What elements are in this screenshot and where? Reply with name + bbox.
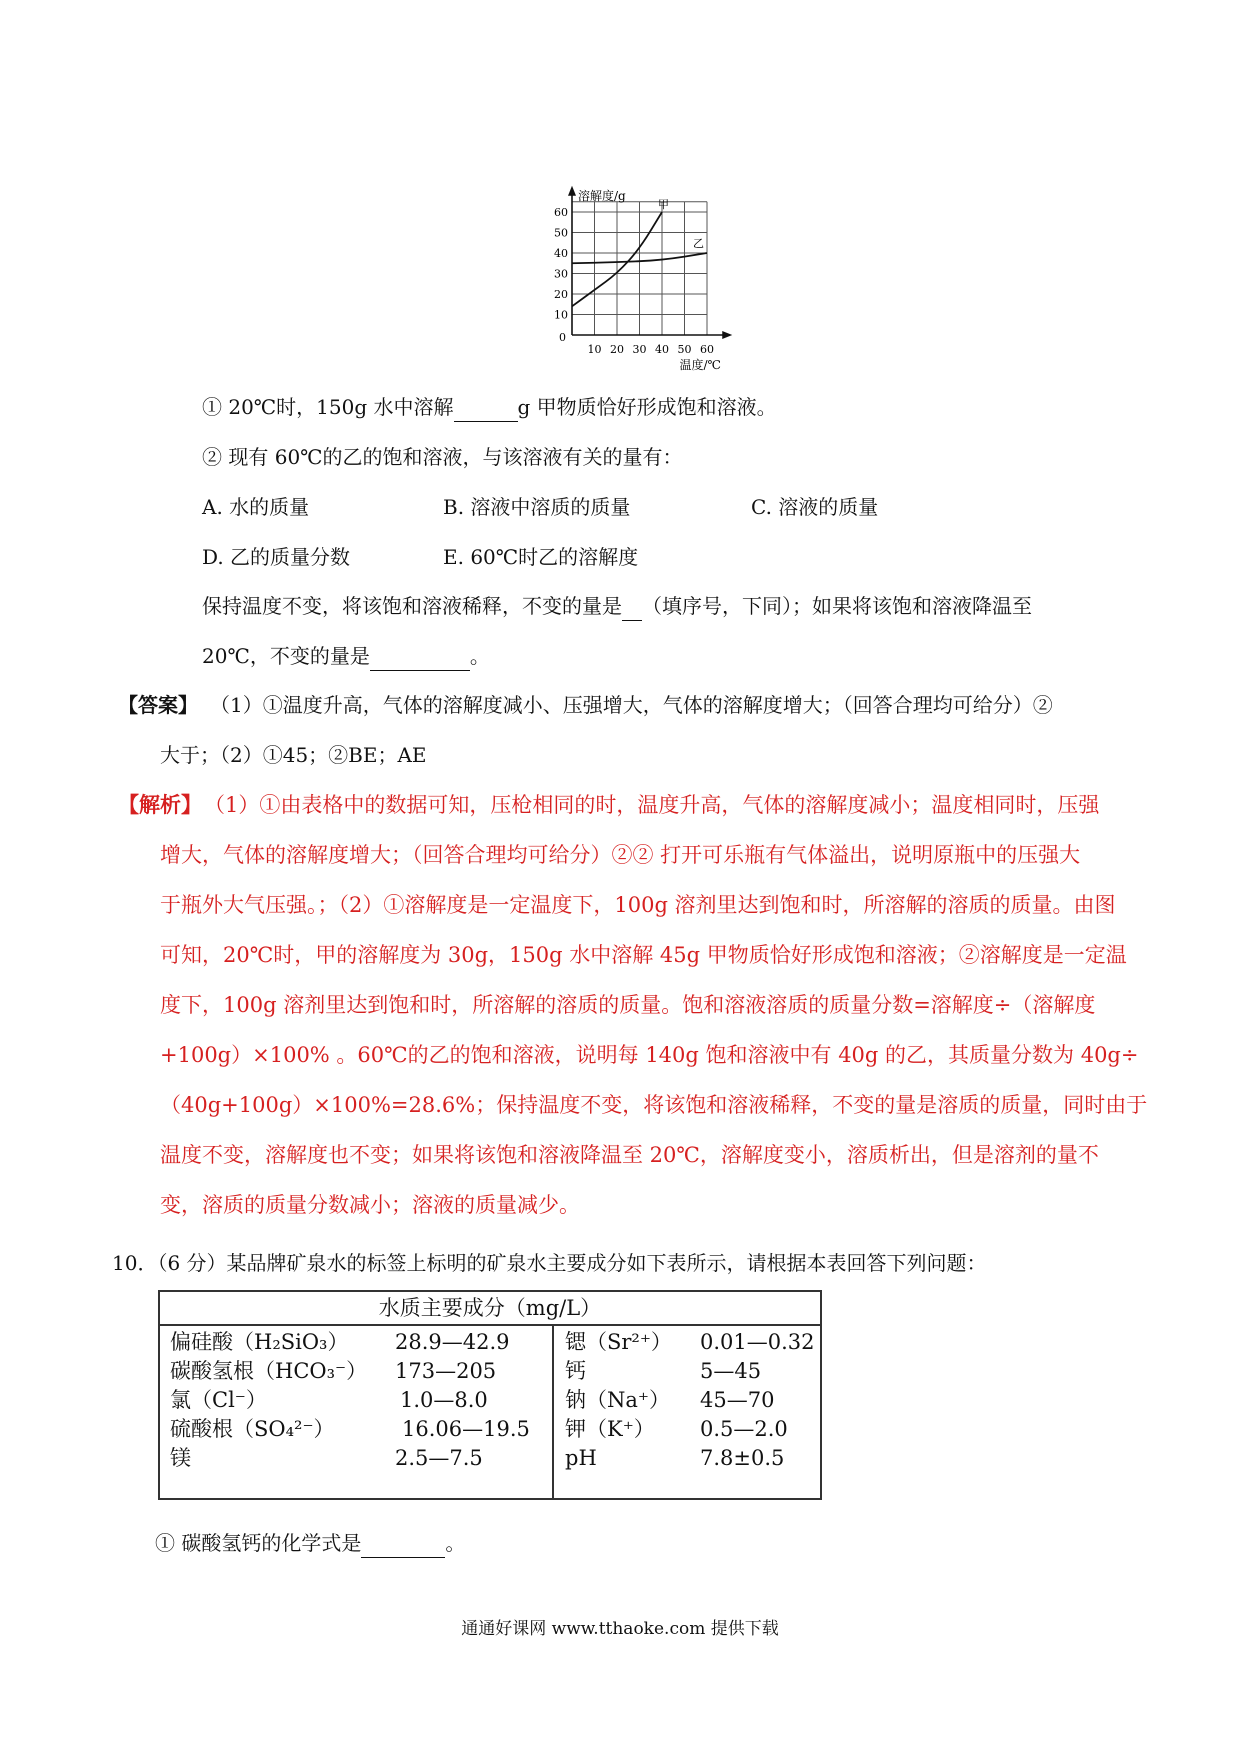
y-tick-label: 30 [554, 267, 568, 281]
table-cell-value: 1.0—8.0 [400, 1388, 488, 1412]
y-tick-label: 20 [554, 288, 568, 301]
analysis-line: 于瓶外大气压强。；（2）①溶解度是一定温度下，100g 溶剂里达到饱和时，所溶解的溶质的质量。由图 [160, 893, 1116, 917]
table-cell-name: pH [565, 1446, 597, 1470]
analysis-line: （40g+100g）×100%=28.6%；保持温度不变，将该饱和溶液稀释，不变的量是溶质的质量，同时由于 [160, 1093, 1148, 1117]
x-tick-label: 10 [587, 343, 602, 356]
question-3-prefix: 保持温度不变，将该饱和溶液稀释，不变的量是 [202, 594, 622, 618]
table-cell-value: 0.5—2.0 [700, 1417, 788, 1441]
answer-tag: 【答案】 [118, 693, 198, 717]
solubility-chart [540, 160, 740, 375]
table-cell-name: 锶（Sr²⁺） [565, 1330, 672, 1354]
table-cell-value: 7.8±0.5 [700, 1446, 785, 1470]
option-b: B. 溶液中溶质的质量 [443, 495, 631, 519]
y-tick-label: 10 [554, 308, 568, 322]
question-10: 10．（6 分）某品牌矿泉水的标签上标明的矿泉水主要成分如下表所示，请根据本表回答下列问题： [112, 1251, 987, 1275]
table-cell-value: 28.9—42.9 [395, 1330, 510, 1354]
answer-blank-3[interactable] [370, 648, 470, 671]
origin-label: 0 [559, 331, 566, 344]
option-c: C. 溶液的质量 [751, 495, 879, 519]
y-tick-label: 60 [554, 206, 568, 219]
x-tick-label: 40 [655, 343, 669, 356]
composition-table [158, 1290, 822, 1500]
answer-blank-2[interactable] [622, 598, 642, 621]
question-10-1-suffix: 。 [445, 1531, 466, 1555]
question-3 [202, 591, 1032, 621]
table-cell-value: 0.01—0.32 [700, 1330, 815, 1354]
analysis-line: （1）①由表格中的数据可知，压枪相同的时，温度升高，气体的溶解度减小；温度相同时，压强 [204, 793, 1100, 817]
table-cell-value: 173—205 [395, 1359, 497, 1383]
y-axis-arrow [568, 186, 576, 196]
table-cell-name: 氯（Cl⁻） [170, 1388, 267, 1412]
table-cell-name: 偏硅酸（H₂SiO₃） [170, 1330, 349, 1354]
question-4-prefix: 20℃，不变的量是 [202, 644, 370, 668]
answer-line-1: （1）①温度升高，气体的溶解度减小、压强增大，气体的溶解度增大；（回答合理均可给分）② [210, 693, 1053, 717]
x-tick-label: 20 [610, 343, 624, 356]
table-divider [552, 1326, 554, 1498]
option-d: D. 乙的质量分数 [202, 545, 351, 569]
answer-blank-4[interactable] [361, 1535, 445, 1558]
table-cell-name: 碳酸氢根（HCO₃⁻） [170, 1359, 368, 1383]
question-4 [202, 641, 490, 671]
table-cell-name: 钠（Na⁺） [565, 1388, 670, 1412]
y-tick-label: 40 [554, 247, 568, 260]
question-3-suffix: （填序号，下同）；如果将该饱和溶液降温至 [642, 594, 1032, 618]
x-axis-label: 温度/℃ [679, 358, 721, 372]
table-header: 水质主要成分（mg/L） [160, 1292, 820, 1326]
question-2: ② 现有 60℃的乙的饱和溶液，与该溶液有关的量有： [202, 445, 683, 469]
chart-ticks [554, 188, 721, 372]
analysis-line: 变，溶质的质量分数减小；溶液的质量减少。 [160, 1193, 580, 1217]
answer-line-2: 大于；（2）①45；②BE；AE [160, 743, 427, 767]
analysis-line: +100g）×100% 。60℃的乙的饱和溶液，说明每 140g 饱和溶液中有 40g 的乙，其质量分数为 40g÷ [160, 1043, 1139, 1067]
analysis-line: 增大，气体的溶解度增大；（回答合理均可给分）②② 打开可乐瓶有气体溢出，说明原瓶中的压强大 [160, 843, 1081, 867]
table-cell-value: 2.5—7.5 [395, 1446, 483, 1470]
table-cell-name: 镁 [170, 1446, 191, 1470]
option-e: E. 60℃时乙的溶解度 [443, 545, 639, 569]
analysis-line: 度下，100g 溶剂里达到饱和时，所溶解的溶质的质量。饱和溶液溶质的质量分数=溶解度÷（溶解度 [160, 993, 1096, 1017]
x-tick-label: 60 [700, 343, 714, 356]
table-cell-value: 5—45 [700, 1359, 762, 1383]
table-cell-name: 钾（K⁺） [565, 1417, 655, 1441]
answer-blank-1[interactable] [454, 399, 518, 422]
option-a: A. 水的质量 [202, 495, 310, 519]
question-1-suffix: g 甲物质恰好形成饱和溶液。 [517, 395, 777, 419]
table-cell-value: 16.06—19.5 [402, 1417, 530, 1441]
analysis-line: 温度不变，溶解度也不变；如果将该饱和溶液降温至 20℃，溶解度变小，溶质析出，但是溶剂的量不 [160, 1143, 1099, 1167]
table-cell-name: 硫酸根（SO₄²⁻） [170, 1417, 335, 1441]
chart-grid [572, 202, 707, 335]
analysis-line: 可知，20℃时，甲的溶解度为 30g，150g 水中溶解 45g 甲物质恰好形成饱和溶液；②溶解度是一定温 [160, 943, 1127, 967]
x-tick-label: 30 [632, 343, 647, 356]
table-cell-value: 45—70 [700, 1388, 775, 1412]
y-axis-label: 溶解度/g [578, 188, 626, 203]
question-10-1-prefix: ① 碳酸氢钙的化学式是 [155, 1531, 362, 1555]
table-cell-name: 钙 [565, 1359, 586, 1383]
x-axis-arrow [722, 331, 732, 339]
question-10-1 [155, 1528, 465, 1558]
y-tick-label: 50 [554, 226, 568, 240]
analysis-tag: 【解析】 [118, 792, 202, 817]
footer: 通通好课网 www.tthaoke.com 提供下载 [461, 1619, 779, 1639]
question-1 [202, 392, 777, 422]
x-tick-label: 50 [677, 343, 692, 356]
series-label: 乙 [693, 237, 704, 250]
question-1-prefix: ① 20℃时，150g 水中溶解 [202, 395, 454, 419]
series-label: 甲 [658, 198, 669, 211]
question-4-suffix: 。 [469, 644, 490, 668]
